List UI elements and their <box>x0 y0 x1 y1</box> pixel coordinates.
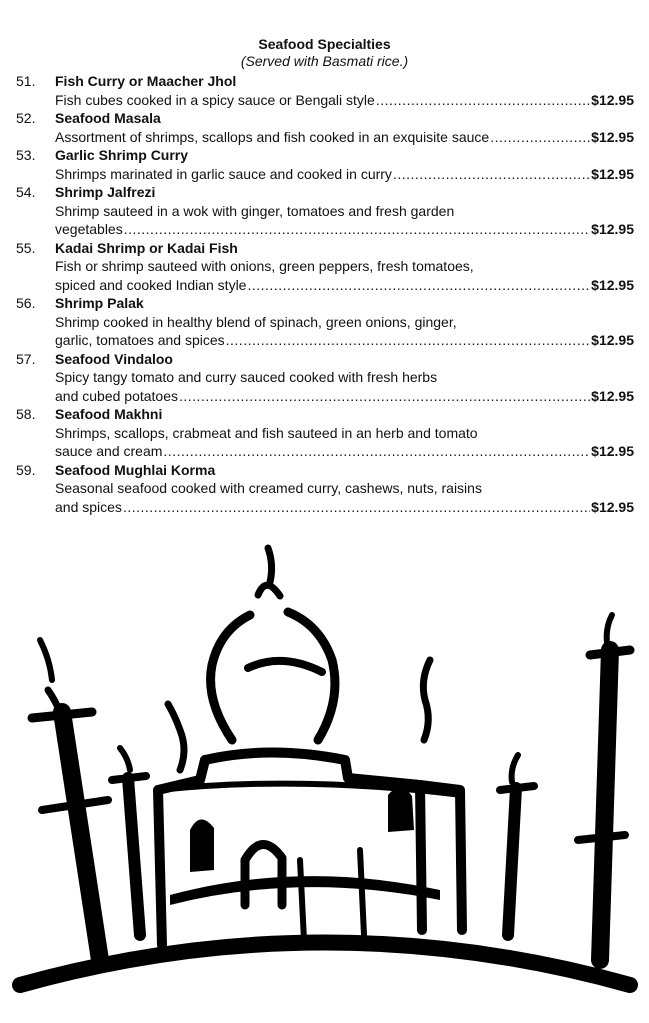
item-description-end: sauce and cream <box>55 443 163 459</box>
item-number: 59. <box>16 461 36 478</box>
item-name: Seafood Mughlai Korma <box>55 461 216 478</box>
item-price-line <box>55 498 634 517</box>
section-subtitle: (Served with Basmati rice.) <box>240 53 409 69</box>
item-price: $12.95 <box>591 443 634 459</box>
item-price: $12.95 <box>591 221 634 237</box>
dot-leader <box>226 331 591 350</box>
item-description: Spicy tangy tomato and curry sauced cooked with fresh herbs <box>55 369 438 385</box>
dot-leader <box>490 128 590 147</box>
item-name: Shrimp Jalfrezi <box>55 184 156 200</box>
item-name: Garlic Shrimp Curry <box>55 147 189 163</box>
item-name: Seafood Masala <box>55 110 161 126</box>
dot-leader <box>247 276 590 295</box>
item-price-line <box>55 442 634 461</box>
item-price-line <box>55 128 634 147</box>
item-description: Shrimps marinated in garlic sauce and cooked in curry <box>55 165 392 182</box>
item-number: 55. <box>16 239 36 256</box>
item-number: 54. <box>16 184 36 200</box>
menu-item-54 <box>16 183 634 239</box>
item-description: Assortment of shrimps, scallops and fish cooked in an exquisite sauce <box>55 128 490 145</box>
item-price: $12.95 <box>591 91 634 108</box>
item-description: Shrimp sauteed in a wok with ginger, tomatoes and fresh garden <box>55 202 455 219</box>
menu-item-58 <box>16 405 634 461</box>
menu-item-59 <box>16 461 634 517</box>
item-price: $12.95 <box>591 128 634 145</box>
item-description: Fish cubes cooked in a spicy sauce or Bengali style <box>55 91 375 108</box>
menu-item-53 <box>16 146 634 183</box>
item-price: $12.95 <box>591 387 634 404</box>
dot-leader <box>376 91 590 110</box>
dot-leader <box>123 498 590 517</box>
item-name: Seafood Makhni <box>55 406 163 422</box>
item-price: $12.95 <box>591 332 634 348</box>
taj-mahal-icon <box>0 540 649 1023</box>
item-description-end: garlic, tomatoes and spices <box>55 332 225 348</box>
item-price-line <box>55 91 634 110</box>
item-description-end: spiced and cooked Indian style <box>55 276 247 293</box>
item-description: Shrimp cooked in healthy blend of spinach, green onions, ginger, <box>55 313 457 330</box>
menu-item-52 <box>16 109 634 146</box>
item-price: $12.95 <box>591 165 634 182</box>
item-price-line <box>55 165 634 184</box>
menu-item-55 <box>16 239 634 295</box>
item-name: Seafood Vindaloo <box>55 350 173 367</box>
item-number: 51. <box>16 73 36 89</box>
item-description: Shrimps, scallops, crabmeat and fish sauteed in an herb and tomato <box>55 424 478 441</box>
item-name: Shrimp Palak <box>55 295 144 311</box>
item-name: Kadai Shrimp or Kadai Fish <box>55 239 238 256</box>
dot-leader <box>179 387 590 406</box>
item-number: 57. <box>16 350 36 367</box>
item-number: 58. <box>16 406 36 422</box>
item-description-end: vegetables <box>55 221 123 237</box>
item-name: Fish Curry or Maacher Jhol <box>55 73 237 89</box>
menu-list <box>16 72 634 516</box>
item-price: $12.95 <box>591 498 634 515</box>
dot-leader <box>163 442 590 461</box>
item-price-line <box>55 331 634 350</box>
item-description-end: and cubed potatoes <box>55 387 178 404</box>
item-description-end: and spices <box>55 498 122 515</box>
item-number: 53. <box>16 147 36 163</box>
item-number: 52. <box>16 110 36 126</box>
dot-leader <box>124 220 590 239</box>
item-description: Seasonal seafood cooked with creamed curry, cashews, nuts, raisins <box>55 480 482 496</box>
item-price-line <box>55 276 634 295</box>
item-number: 56. <box>16 295 36 311</box>
dot-leader <box>393 165 590 184</box>
section-title: Seafood Specialties <box>258 36 391 52</box>
menu-item-56 <box>16 294 634 350</box>
menu-item-51 <box>16 72 634 109</box>
item-price-line <box>55 220 634 239</box>
menu-item-57 <box>16 350 634 406</box>
item-price-line <box>55 387 634 406</box>
item-description: Fish or shrimp sauteed with onions, green peppers, fresh tomatoes, <box>55 258 474 274</box>
item-price: $12.95 <box>591 276 634 293</box>
